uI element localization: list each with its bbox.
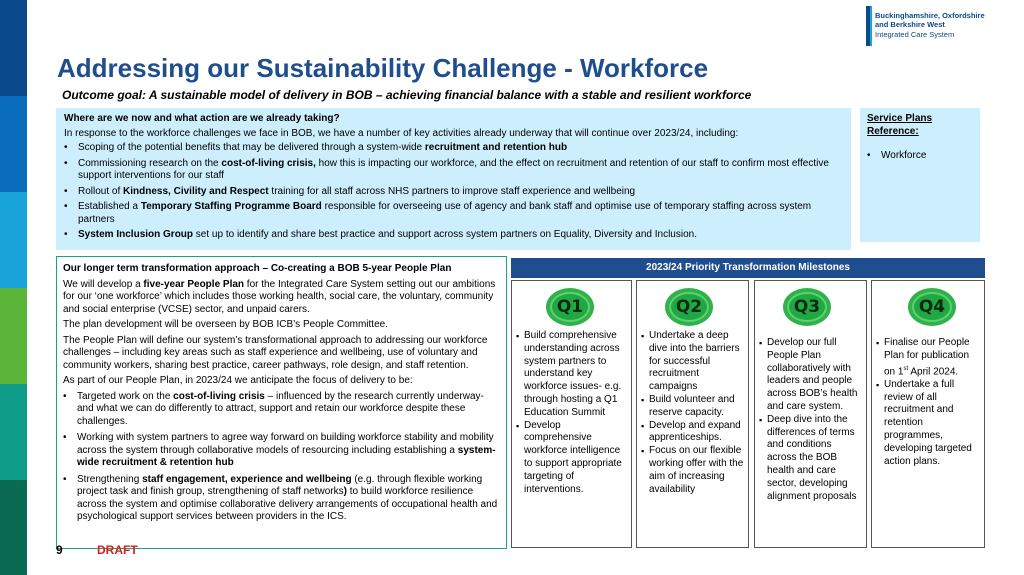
longer-term-approach-box bbox=[56, 256, 507, 549]
current-actions-intro: In response to the workforce challenges we face in BOB, we have a number of key activities already underway that will continue over 2023/24, including: bbox=[64, 127, 739, 139]
ics-logo bbox=[866, 6, 1016, 46]
milestones-header: 2023/24 Priority Transformation Milestones bbox=[511, 258, 985, 278]
current-action-item: • System Inclusion Group set up to identify and share best practice and support across system partners on Equality, Diversity and Inclusion. bbox=[64, 229, 843, 242]
milestone-item: ▪ Develop and expand apprenticeships. bbox=[641, 420, 745, 446]
decorative-strip-6 bbox=[0, 480, 27, 575]
decorative-strip-1 bbox=[0, 0, 27, 96]
current-action-item: • Scoping of the potential benefits that may be delivered through a system-wide recruitment and retention hub bbox=[64, 142, 843, 155]
milestone-item: ▪ Focus on our flexible working offer with the aim of increasing availability bbox=[641, 445, 745, 496]
q2-badge: Q2 bbox=[665, 288, 713, 326]
milestone-item: ▪ Build volunteer and reserve capacity. bbox=[641, 394, 745, 420]
current-actions-heading: Where are we now and what action are we already taking? bbox=[64, 113, 340, 124]
service-plans-reference-title: Service Plans Reference: bbox=[867, 113, 933, 137]
service-plans-reference-box bbox=[860, 108, 980, 242]
delivery-focus-item: • Strengthening staff engagement, experience and wellbeing (e.g. through flexible working project task and finish group, strengthening of staff networks) to build workforce resilience across the system and optimise collaborative delivery arrangements of occupational health and psychological support services between providers in the ICS. bbox=[63, 474, 500, 524]
logo-text-line3: Integrated Care System bbox=[875, 30, 955, 39]
current-actions-list bbox=[64, 142, 843, 242]
decorative-strip-5 bbox=[0, 384, 27, 480]
q4-badge: Q4 bbox=[908, 288, 956, 326]
reference-item: • Workforce bbox=[867, 150, 973, 163]
page-number: 9 bbox=[56, 543, 63, 557]
outcome-goal: Outcome goal: A sustainable model of delivery in BOB – achieving financial balance with a stable and resilient workforce bbox=[62, 88, 752, 102]
quarter-column-q4 bbox=[871, 280, 985, 548]
logo-bar-accent bbox=[870, 6, 872, 46]
delivery-focus-item: • Working with system partners to agree way forward on building workforce stability and mobility across the system through collaborative models of resourcing including establishing a system-wide recruitment & retention hub bbox=[63, 432, 500, 470]
current-action-item: • Commissioning research on the cost-of-living crisis, how this is impacting our workforce, and the effect on recruitment and retention of our staff to confirm most effective support interventions for our staff bbox=[64, 158, 843, 183]
quarter-column-q2 bbox=[636, 280, 749, 548]
q1-badge: Q1 bbox=[546, 288, 594, 326]
current-actions-box bbox=[56, 108, 851, 250]
milestone-item: ▪ Undertake a full review of all recruitment and retention programmes, developing targeted action plans. bbox=[876, 379, 981, 469]
current-action-item: • Rollout of Kindness, Civility and Respect training for all staff across NHS partners to improve staff experience and wellbeing bbox=[64, 186, 843, 199]
q1-milestone-list bbox=[516, 330, 628, 496]
milestone-item: ▪ Finalise our People Plan for publication on 1st April 2024. bbox=[876, 337, 981, 379]
milestone-item: ▪ Build comprehensive understanding across system partners to understand key workforce issues- e.g. through hosting a Q1 Education Summit bbox=[516, 330, 628, 420]
longer-term-paragraph: As part of our People Plan, in 2023/24 we anticipate the focus of delivery to be: bbox=[63, 375, 413, 386]
longer-term-paragraph: The People Plan will define our system’s transformational approach to addressing our workforce challenges – including key areas such as staff experience and wellbeing, use of voluntary and community workers, sharing best practice, career pathways, role design, and staff retention. bbox=[63, 334, 488, 371]
page-title: Addressing our Sustainability Challenge - Workforce bbox=[57, 53, 709, 83]
logo-text-line1: Buckinghamshire, Oxfordshire bbox=[875, 11, 985, 20]
decorative-strip-3 bbox=[0, 192, 27, 288]
decorative-strip-4 bbox=[0, 288, 27, 384]
quarter-column-q3 bbox=[754, 280, 867, 548]
q2-milestone-list bbox=[641, 330, 745, 496]
milestone-item: ▪ Develop our full People Plan collaboratively with leaders and people across BOB’s health and care system. bbox=[759, 337, 863, 414]
delivery-focus-list bbox=[63, 391, 500, 524]
draft-label: DRAFT bbox=[97, 543, 138, 557]
longer-term-paragraph: The plan development will be overseen by BOB ICB’s People Committee. bbox=[63, 319, 388, 330]
longer-term-heading: Our longer term transformation approach – Co-creating a BOB 5-year People Plan bbox=[63, 263, 452, 274]
longer-term-paragraph: We will develop a five-year People Plan for the Integrated Care System setting out our ambitions for our ‘one workforce’ which includes those working health, social care, the voluntary, community and social enterprise (VCSE) sector, and unpaid carers. bbox=[63, 278, 496, 315]
decorative-strip-2 bbox=[0, 96, 27, 192]
q3-badge: Q3 bbox=[783, 288, 831, 326]
logo-text-line2: and Berkshire West bbox=[875, 20, 945, 29]
quarter-column-q1 bbox=[511, 280, 632, 548]
q3-milestone-list bbox=[759, 337, 863, 503]
milestone-item: ▪ Develop comprehensive workforce intelligence to support appropriate targeting of interventions. bbox=[516, 420, 628, 497]
delivery-focus-item: • Targeted work on the cost-of-living crisis – influenced by the research currently underway- and what we can do differently to attract, support and retain our workforce despite these challenges. bbox=[63, 391, 500, 429]
q4-milestone-list bbox=[876, 337, 981, 468]
milestone-item: ▪ Deep dive into the differences of terms and conditions across the BOB health and care sector, developing alignment proposals bbox=[759, 414, 863, 504]
milestone-item: ▪ Undertake a deep dive into the barriers for successful recruitment campaigns bbox=[641, 330, 745, 394]
current-action-item: • Established a Temporary Staffing Programme Board responsible for overseeing use of agency and bank staff and optimise use of temporary staffing across system partners bbox=[64, 201, 843, 226]
